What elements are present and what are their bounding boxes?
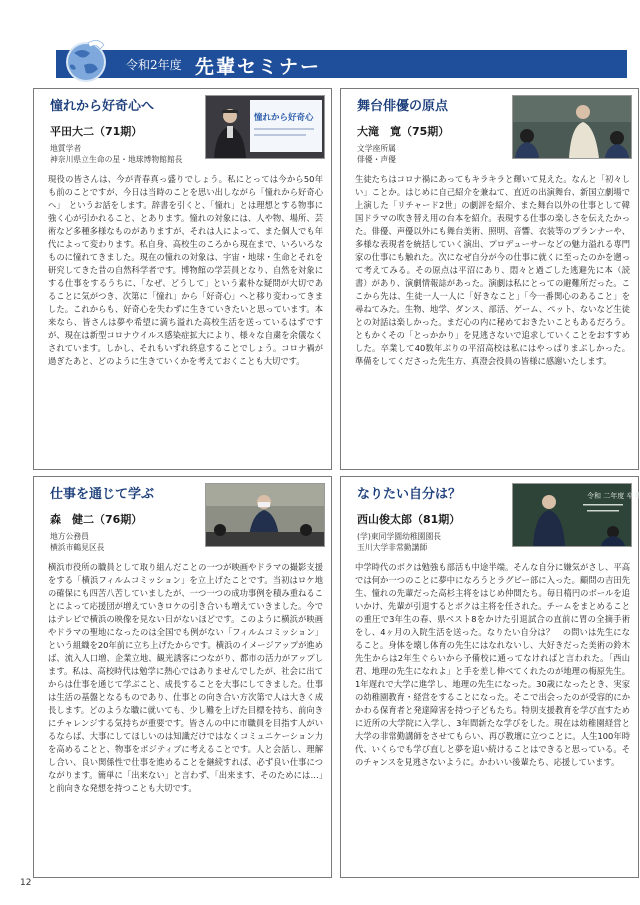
article-title: なりたい自分は？ [357,487,462,502]
article-card-otaki [340,88,639,470]
author-affiliation-line1: 地方公務員 [50,532,89,541]
slide-text: 憧れから好奇心 [254,113,314,123]
author-affiliation-line2: 玉川大学非常勤講師 [357,543,428,552]
author-affiliation-line1: 文学座所属 [357,144,396,153]
article-card-nishiyama [340,476,639,878]
author-name: 大滝 寛（75期） [357,125,450,138]
article-body: 中学時代のボクは勉強も部活も中途半端。そんな自分に嫌気がさし、平高では何か一つのことに夢中になろうとラグビー部に入った。顧問の吉田先生、憧れの先輩だった高杉主将をはじめ仲間たち。毎日楕円のボールを追いかけ、先輩が引退するとボクは主将を任された。チームをまとめることの重圧で3年生の春、県ベスト8をかけた引退試合の直前に胃の全摘手術をし、4ヶ月の入院生活を送った。なりたい自分は？ の問いは先生になること。身体を壊し体育の先生にはなれないし、大好きだった美術の鈴木先生からは2年生ぐらいから予備校に通ってなければと言われた。「西山君、地理の先生になれよ」と手を差し伸べてくれたのが地理の梅原先生。1年遅れで大学に進学し、地理の先生になった。30歳になったとき、実家の幼稚園教育・経営をすることになった。そこで出会ったのが受容的にかかわる保育者と発達障害を持つ子どもたち。特別支援教育を学び直すために近所の大学院に入学し、3年間新たな学びをした。現在は幼稚園経営と大学の非常勤講師をさせてもらい、再び教壇に立つことに。人生100年時代、いくらでも学び直しと夢を追い続けることはできると思っている。そのチャンスを見逃さないように。かわいい後輩たち、応援しています。 [355,562,630,767]
author-affiliation-line2: 神奈川県立生命の星・地球博物館館長 [50,155,183,164]
author-name: 森 健二（76期） [50,513,143,526]
speaker-photo [205,95,325,159]
board-text: 令和 二年度 卒業 [587,492,640,500]
article-title: 憧れから好奇心へ [50,99,155,114]
globe-logo-icon [64,35,110,85]
article-card-hirata [33,88,332,470]
header-title: 先輩セミナー [195,56,322,78]
author-affiliation-line1: (学)東同学園幼稚園園長 [357,532,442,541]
page-number: 12 [20,878,32,888]
author-affiliation-line2: 俳優・声優 [357,155,396,164]
article-body: 現役の皆さんは、今が青春真っ盛りでしょう。私にとっては今から50年も前のことですが、今日は当時のことを思い出しながら「憧れから好奇心へ」 というお話をします。辞書を引くと、「憧れ」とは理想とする物事に強く心が引かれること、とあります。憧れの対象には、人や物、場所、芸術など多種多様なものがありますが、それは人によって、また個人でも年代によって変わります。私自身、高校生のころから現在まで、いろいろなものに憧れてきました。現在の憧れの対象は、宇宙・地球・生命とそれを研究してきた昔の自然科学者です。博物館の学芸員となり、自然を対象にする仕事をするうちに、「なぜ、どうして」という素朴な疑問が大切であることに気がつき、次第に「憧れ」から「好奇心」へと移り変わってきました。これからも、好奇心を失わずに生きていきたいと思っています。本来なら、皆さんは夢や希望に満ち溢れた高校生活を送っているはずですが、現在は新型コロナウイルス感染症拡大により、様々な自粛を余儀なくされています。しかし、それもいずれ終息することでしょう。コロナ禍が過ぎたあと、どのように生きていくかを考えておくことも大切です。 [48,174,323,366]
speaker-photo [512,95,632,159]
article-body: 横浜市役所の職員として取り組んだことの一つが映画やドラマの撮影支援をする「横浜フィルムコミッション」を立上げたことです。当初はロケ地の確保にも四苦八苦していましたが、一つ一つの成功事例を積み重ねることによって応援団が増えていきロケの引き合いも増えていきました。今ではテレビで横浜の映像を見ない日がないほどです。このように横浜が映画やドラマの聖地になったのは全国でも例がない「フィルムコミッション」という組織を20年前に立ち上げたからです。横浜のイメージアップが進めば、流入人口増、企業立地、観光誘客につながり、都市の活力がアップします。私は、高校時代は勉学に熱心ではありませんでしたが、社会に出てからは仕事を通じて学ぶこと、成長することを大事にしてきました。仕事は生活の基盤となるものであり、仕事との向き合い方次第で人は大きく成長します。どのような職に就いても、少し難を上げた目標を持ち、前向きにチャレンジする気持ちが重要です。皆さんの中に市職員を目指す人がいるならば、大事にしてほしいのは知識だけではなくコミュニケーション力を高めることと、物事をポジティブに考えることです。人と会話し、理解し合い、良い関係性で仕事を進めることを継続すれば、必ず良い仕事につながります。簡単に「出来ない」と言わず、「出来ます、そのためには…」と前向きな発想を持つことも大切です。 [48,562,323,793]
speaker-photo [205,483,325,547]
author-name: 平田大二（71期） [50,125,143,138]
header-year: 令和2年度 [126,58,182,72]
article-title: 仕事を通じて学ぶ [50,487,155,502]
article-title: 舞台俳優の原点 [357,99,449,114]
speaker-photo [512,483,640,547]
author-affiliation-line1: 地質学者 [50,144,82,153]
author-name: 西山俊太郎（81期） [357,513,461,526]
article-body: 生徒たちはコロナ禍にあってもキラキラと輝いて見えた。なんと「初々しい」ことか。はじめに自己紹介を兼ねて、直近の出演舞台、新国立劇場で上演した「リチャード2世」の劇評を紹介、また舞台以外の仕事として韓国ドラマの吹き替え用の台本を紹介。表現する仕事の楽しさを伝えたかった。俳優、声優以外にも舞台美術、照明、音響、衣装等のプランナーや、多様な表現者を統括していく演出、プロデューサーなどの魅力溢れる専門家の仕事にも触れた。次になぜ自分が今の仕事に就くに至ったのかを遡って考えてみる。その原点は平沼にあり、悶々と過ごした逃避先に本（読書）があり、演劇情報誌があった。演劇は私にとっての避難所だった。ここから先は、生徒一人一人に「好きなこと」「今一番関心のあること」を尋ねてみた。生物、地学、ダンス、部活、ゲーム、ペット、ないなど生徒との対話は楽しかった。まだ心の内に秘めておきたいこともあるだろう。ともかくその「とっかかり」を見逃さないで追求していくことをおすすめした。卒業して40数年ぶりの平沼高校は私にはやっぱりまぶしかった。準備をしてくださった先生方、真澄会役員の皆様に感謝いたします。 [355,174,630,366]
article-card-mori [33,476,332,878]
author-affiliation-line2: 横浜市鶴見区長 [50,543,105,552]
